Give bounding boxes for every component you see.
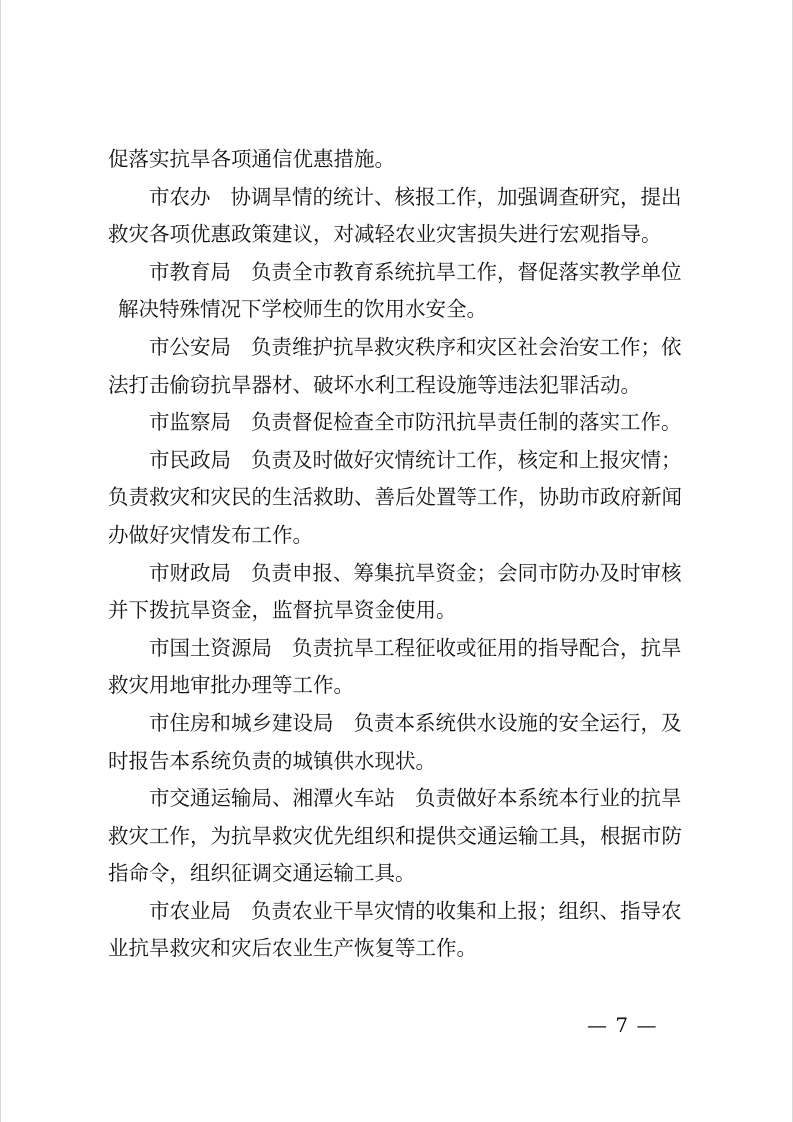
department-name: 市教育局 [149, 259, 231, 284]
paragraph-line: 救灾用地审批办理等工作。 [108, 673, 354, 698]
paragraph-line: 解决特殊情况下学校师生的饮用水安全。 [118, 297, 487, 322]
department-name: 市监察局 [149, 410, 231, 435]
paragraph-line: 救灾各项优惠政策建议，对减轻农业灾害损失进行宏观指导。 [108, 222, 662, 247]
document-body [108, 141, 698, 968]
duty-text: 负责抗旱工程征收或征用的指导配合，抗旱 [292, 635, 682, 660]
duty-text: 负责本系统供水设施的安全运行，及 [353, 710, 682, 735]
department-name: 市交通运输局、湘潭火车站 [149, 786, 395, 811]
paragraph-line: 指命令，组织征调交通运输工具。 [108, 861, 416, 886]
paragraph-line: 时报告本系统负责的城镇供水现状。 [108, 748, 436, 773]
paragraph-line: 业抗旱救灾和灾后农业生产恢复等工作。 [108, 936, 477, 961]
paragraph-line: 负责救灾和灾民的生活救助、善后处置等工作，协助市政府新闻 [108, 485, 682, 510]
paragraph-line: 法打击偷窃抗旱器材、破坏水利工程设施等违法犯罪活动。 [108, 372, 641, 397]
duty-text: 负责申报、筹集抗旱资金；会同市防办及时审核 [251, 560, 682, 585]
paragraph-line [108, 179, 698, 217]
department-name: 市财政局 [149, 560, 231, 585]
paragraph-line [108, 780, 698, 818]
page-edge-left [0, 0, 1, 1122]
paragraph-line: 救灾工作，为抗旱救灾优先组织和提供交通运输工具，根据市防 [108, 823, 682, 848]
paragraph-line [108, 705, 698, 743]
duty-text: 协调旱情的统计、核报工作，加强调查研究，提出 [230, 184, 682, 209]
department-name: 市农业局 [149, 898, 231, 923]
department-name: 市公安局 [149, 334, 231, 359]
paragraph-line [108, 329, 698, 367]
department-name: 市民政局 [149, 447, 231, 472]
duty-text: 负责全市教育系统抗旱工作，督促落实教学单位 [251, 259, 682, 284]
department-name: 市农办 [149, 184, 211, 209]
page-number: — 7 — [587, 1013, 658, 1037]
duty-text: 负责及时做好灾情统计工作，核定和上报灾情； [251, 447, 682, 472]
paragraph-line: 促落实抗旱各项通信优惠措施。 [108, 147, 395, 171]
department-name: 市住房和城乡建设局 [149, 710, 334, 735]
duty-text: 负责督促检查全市防汛抗旱责任制的落实工作。 [251, 410, 682, 435]
department-name: 市国土资源局 [149, 635, 272, 660]
paragraph-line: 并下拨抗旱资金，监督抗旱资金使用。 [108, 598, 457, 623]
paragraph-line [108, 404, 698, 442]
paragraph-line [108, 254, 698, 292]
duty-text: 负责维护抗旱救灾秩序和灾区社会治安工作；依 [251, 334, 682, 359]
paragraph-line [108, 442, 698, 480]
paragraph-line [108, 630, 698, 668]
duty-text: 负责做好本系统本行业的抗旱 [415, 786, 682, 811]
paragraph-line [108, 555, 698, 593]
paragraph-line [108, 893, 698, 931]
duty-text: 负责农业干旱灾情的收集和上报；组织、指导农 [251, 898, 682, 923]
paragraph-line: 办做好灾情发布工作。 [108, 522, 313, 547]
